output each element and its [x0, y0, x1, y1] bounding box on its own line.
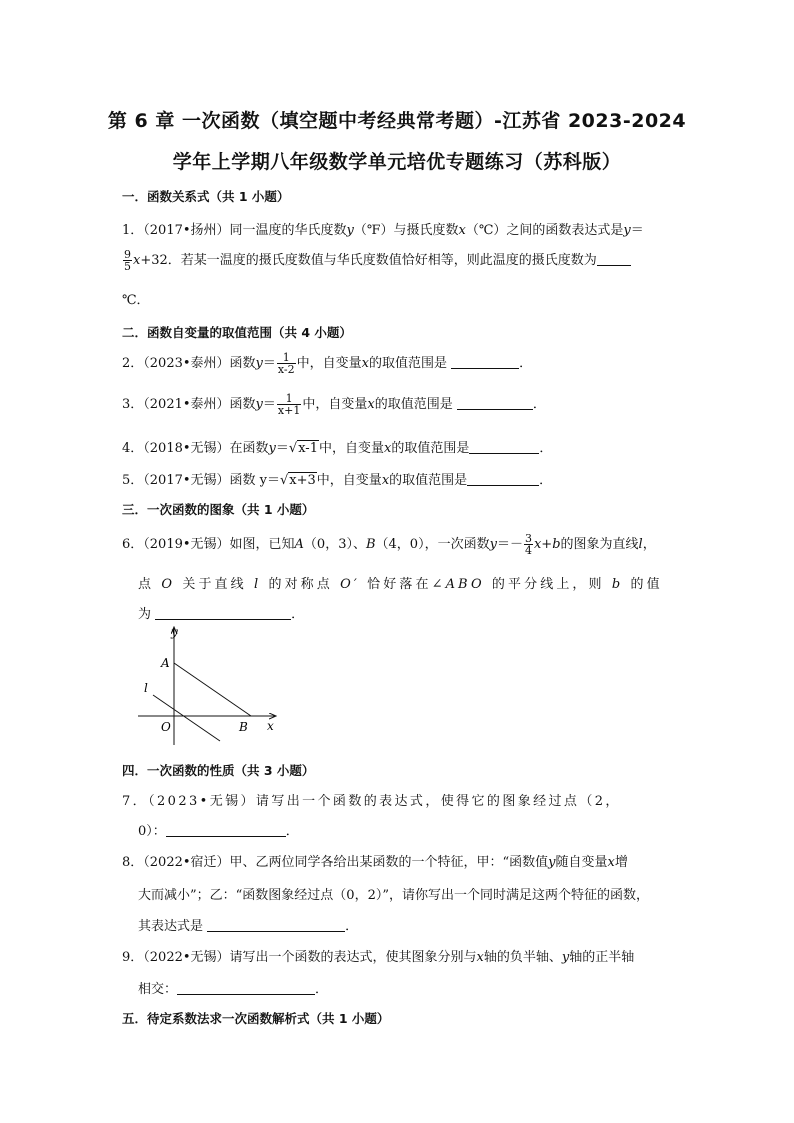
question-4: 4．（2018•无锡）在函数y＝√x-1中，自变量x的取值范围是 ． [122, 441, 553, 456]
fraction-3-4: $\frac{3}{4}$ [524, 532, 532, 557]
section-heading-3: 三．一次函数的图象（共 1 小题） [122, 502, 315, 517]
x-axis-label: x [267, 719, 274, 733]
answer-blank-6[interactable] [155, 607, 291, 620]
document-title-line1: 第 6 章 一次函数（填空题中考经典常考题）-江苏省 2023-2024 [107, 110, 687, 132]
question-8-line3: 其表达式是 ． [138, 919, 359, 934]
answer-blank-2[interactable] [451, 356, 519, 369]
document-title-line2: 学年上学期八年级数学单元培优专题练习（苏科版） [172, 151, 622, 173]
question-6-line2: 点 O 关于直线 l 的对称点 O′ 恰好落在∠ABO 的平分线上，则 b 的值 [138, 577, 663, 592]
section-heading-1: 一．函数关系式（共 1 小题） [122, 189, 290, 204]
question-1-line1: 1．（2017•扬州）同一温度的华氏度数y（℉）与摄氏度数x（℃）之间的函数表达式是y＝ [122, 223, 644, 238]
question-6-line3: 为 ． [138, 607, 305, 622]
answer-blank-7[interactable] [166, 824, 286, 837]
y-axis-label: y [171, 625, 178, 639]
segment-AB [174, 663, 251, 716]
answer-blank-4[interactable] [469, 441, 539, 454]
point-B-label: B [239, 720, 248, 734]
question-9-line2: 相交： ． [138, 982, 329, 997]
answer-blank-3[interactable] [457, 397, 533, 410]
question-9-line1: 9．（2022•无锡）请写出一个函数的表达式，使其图象分别与x轴的负半轴、y轴的正半轴 [122, 950, 635, 965]
question-7-line1: 7．（2023•无锡）请写出一个函数的表达式，使得它的图象经过点（2， [122, 794, 621, 809]
question-3: 3．（2021•泰州）函数y＝ $\frac{1}{x+1}$ 中，自变量x的取值范围是 ． [122, 392, 546, 417]
fraction-1-over-x-minus-2: $\frac{1}{x-2}$ [277, 351, 295, 376]
fraction-1-over-x-plus-1: $\frac{1}{x+1}$ [277, 392, 301, 417]
answer-blank-1[interactable] [597, 253, 631, 266]
line-l [153, 695, 220, 741]
square-root-x-plus-3: √x+3 [280, 473, 316, 488]
coordinate-figure [130, 620, 290, 750]
section-heading-2: 二．函数自变量的取值范围（共 4 小题） [122, 325, 352, 340]
answer-blank-9[interactable] [177, 982, 315, 995]
fraction-9-5: $\frac{9}{5}$ [124, 248, 131, 273]
question-8-line2: 大而减小”；乙：“函数图象经过点（0，2）”，请你写出一个同时满足这两个特征的函数， [138, 888, 649, 903]
question-6-line1: 6．（2019•无锡）如图，已知A（0，3）、B（4，0），一次函数y＝－ $\frac{3}{4}$ x+b的图象为直线l， [122, 532, 656, 557]
section-heading-5: 五．待定系数法求一次函数解析式（共 1 小题） [122, 1011, 390, 1026]
answer-blank-8[interactable] [207, 919, 345, 932]
question-8-line1: 8．（2022•宿迁）甲、乙两位同学各给出某函数的一个特征，甲：“函数值y随自变量x增 [122, 855, 628, 870]
square-root-x-minus-1: √x-1 [288, 441, 318, 456]
question-2: 2．（2023•泰州）函数y＝ $\frac{1}{x-2}$ 中，自变量x的取值范围是 ． [122, 351, 533, 376]
answer-blank-5[interactable] [467, 473, 539, 486]
question-1-line3: ℃． [122, 293, 150, 308]
line-l-label: l [144, 681, 148, 695]
question-5: 5．（2017•无锡）函数 y＝√x+3中，自变量x的取值范围是 ． [122, 473, 553, 488]
question-1-line2: $\frac{9}{5}$ x+32．若某一温度的摄氏度数值与华氏度数值恰好相等，则此温度的摄氏度数为 [122, 249, 631, 272]
origin-O-label: O [161, 720, 171, 734]
section-heading-4: 四．一次函数的性质（共 3 小题） [122, 763, 315, 778]
point-A-label: A [161, 656, 170, 670]
question-7-line2: 0）： ． [138, 824, 299, 839]
